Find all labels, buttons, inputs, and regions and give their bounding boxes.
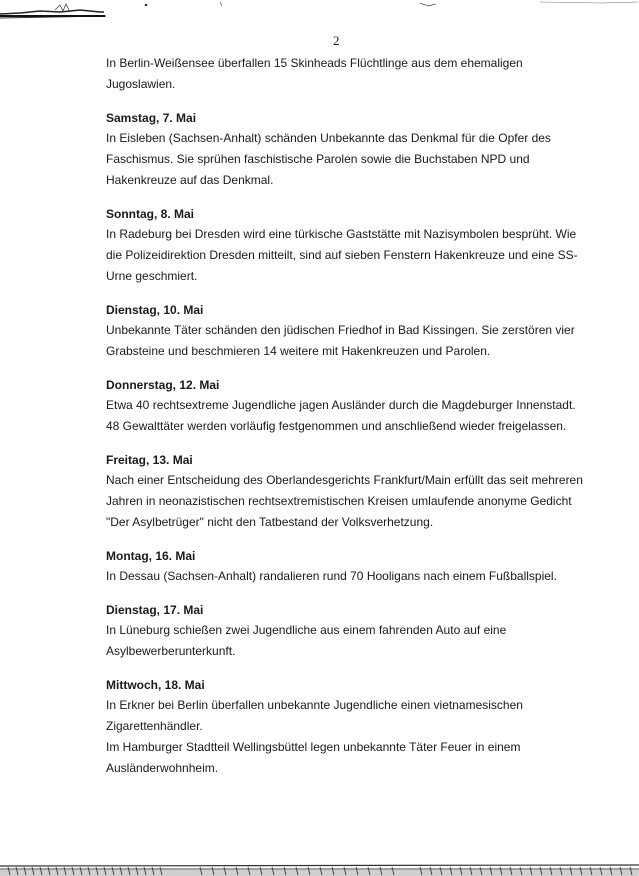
document-body — [106, 53, 586, 779]
text-line: In Erkner bei Berlin überfallen unbekannte Jugendliche einen vietnamesischen — [106, 698, 523, 712]
text-line: In Eisleben (Sachsen-Anhalt) schänden Unbekannte das Denkmal für die Opfer des — [106, 131, 551, 145]
entry-montag-16-mai — [106, 546, 586, 587]
text-line: Faschismus. Sie sprühen faschistische Parolen sowie die Buchstaben NPD und — [106, 152, 530, 166]
text-line: In Berlin-Weißensee überfallen 15 Skinheads Flüchtlinge aus dem ehemaligen — [106, 56, 523, 70]
entry-samstag-7-mai — [106, 108, 586, 191]
entry-date: Samstag, 7. Mai — [106, 111, 197, 125]
entry-date: Freitag, 13. Mai — [106, 453, 193, 467]
entry-dienstag-10-mai — [106, 300, 586, 362]
text-line: 48 Gewalttäter werden vorläufig festgenommen und anschließend wieder freigelassen. — [106, 419, 567, 433]
entry-date: Donnerstag, 12. Mai — [106, 378, 220, 392]
text-line: Ausländerwohnheim. — [106, 761, 219, 775]
text-line: "Der Asylbetrüger" nicht den Tatbestand der Volksverhetzung. — [106, 515, 434, 529]
intro-paragraph — [106, 53, 586, 95]
scan-edge-top — [0, 0, 639, 20]
entry-date: Dienstag, 17. Mai — [106, 603, 204, 617]
text-line: Jahren in neonazistischen rechtsextremistischen Kreisen umlaufende anonyme Gedicht — [106, 494, 572, 508]
entry-mittwoch-18-mai — [106, 675, 586, 779]
text-line: Hakenkreuze auf das Denkmal. — [106, 173, 274, 187]
entry-date: Dienstag, 10. Mai — [106, 303, 204, 317]
text-line: Jugoslawien. — [106, 77, 176, 91]
entry-donnerstag-12-mai — [106, 375, 586, 437]
page-number: 2 — [333, 33, 340, 48]
text-line: In Dessau (Sachsen-Anhalt) randalieren rund 70 Hooligans nach einem Fußballspiel. — [106, 569, 557, 583]
text-line: Urne geschmiert. — [106, 269, 198, 283]
entry-sonntag-8-mai — [106, 204, 586, 287]
entry-freitag-13-mai — [106, 450, 586, 533]
text-line: Asylbewerberunterkunft. — [106, 644, 236, 658]
text-line: Zigarettenhändler. — [106, 719, 203, 733]
text-line: Grabsteine und beschmieren 14 weitere mit Hakenkreuzen und Parolen. — [106, 344, 491, 358]
text-line: Nach einer Entscheidung des Oberlandesgerichts Frankfurt/Main erfüllt das seit mehreren — [106, 473, 583, 487]
entry-date: Mittwoch, 18. Mai — [106, 678, 205, 692]
text-line: In Radeburg bei Dresden wird eine türkische Gaststätte mit Nazisymbolen besprüht. Wie — [106, 227, 577, 241]
text-line: Etwa 40 rechtsextreme Jugendliche jagen Ausländer durch die Magdeburger Innenstadt. — [106, 398, 576, 412]
entry-date: Montag, 16. Mai — [106, 549, 196, 563]
text-line: In Lüneburg schießen zwei Jugendliche aus einem fahrenden Auto auf eine — [106, 623, 507, 637]
entry-dienstag-17-mai — [106, 600, 586, 662]
text-line: Im Hamburger Stadtteil Wellingsbüttel legen unbekannte Täter Feuer in einem — [106, 740, 521, 754]
entry-date: Sonntag, 8. Mai — [106, 207, 195, 221]
scan-edge-bottom — [0, 854, 639, 876]
text-line: Unbekannte Täter schänden den jüdischen Friedhof in Bad Kissingen. Sie zerstören vier — [106, 323, 575, 337]
text-line: die Polizeidirektion Dresden mitteilt, sind auf sieben Fenstern Hakenkreuze und eine SS- — [106, 248, 578, 262]
